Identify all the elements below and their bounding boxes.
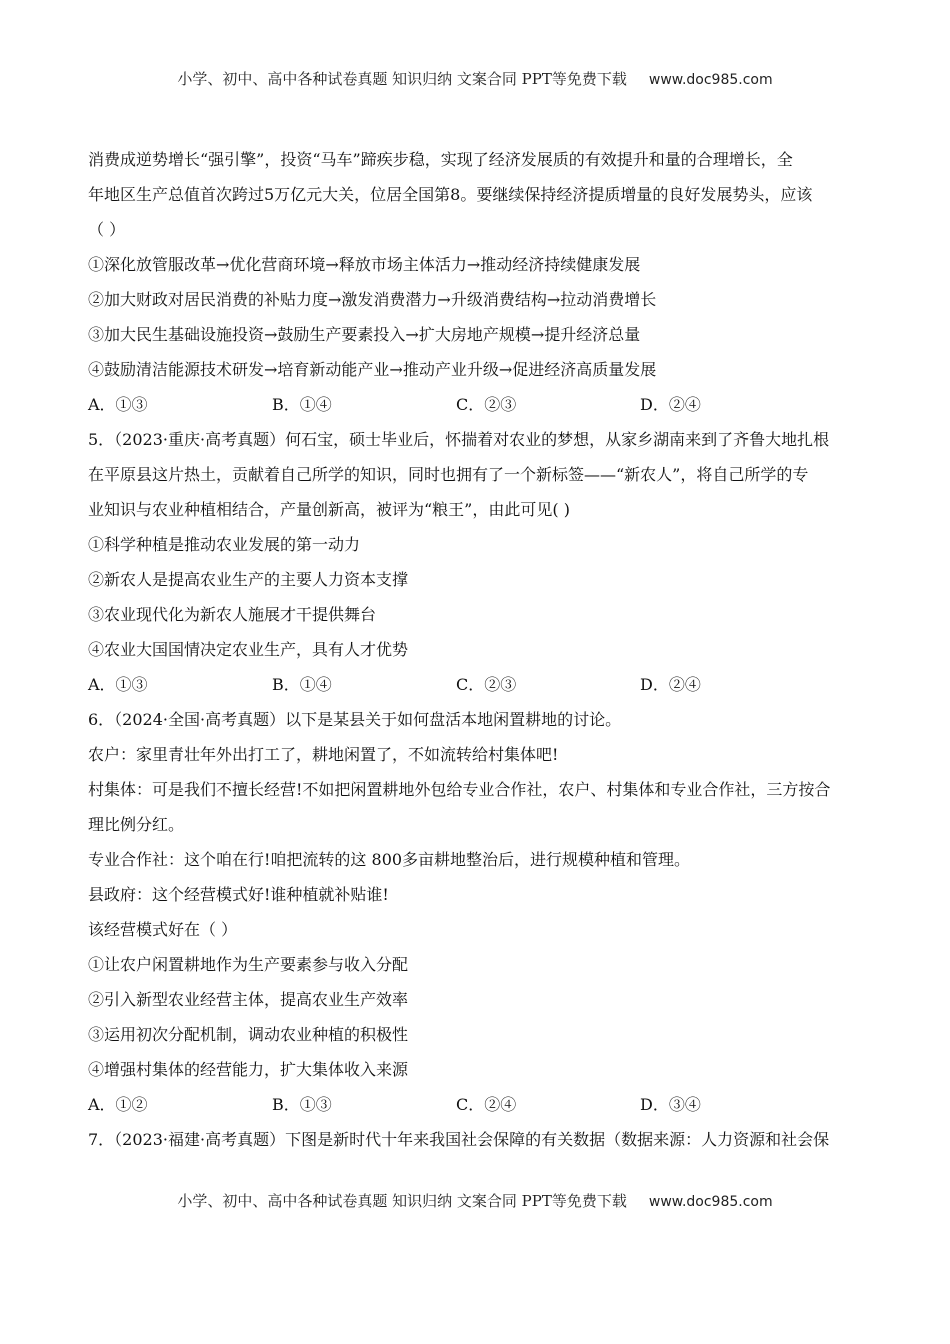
question-stem-line: 消费成逆势增长“强引擎”，投资“马车”蹄疾步稳，实现了经济发展质的有效提升和量的合理增长，全 (88, 150, 793, 169)
statement-item: ①深化放管服改革→优化营商环境→释放市场主体活力→推动经济持续健康发展 (88, 255, 641, 274)
dialogue-line: 村集体：可是我们不擅长经营!不如把闲置耕地外包给专业合作社，农户、村集体和专业合作社，三方按合 (88, 780, 831, 799)
question-stem-line: 业知识与农业种植相结合，产量创新高，被评为“粮王”，由此可见( ) (88, 500, 570, 519)
question-6 (88, 702, 863, 1122)
option-a: A．①② (88, 1095, 148, 1114)
header-text: 小学、初中、高中各种试卷真题 知识归纳 文案合同 PPT等免费下载 (177, 70, 627, 88)
question-stem-line: 在平原县这片热土，贡献着自己所学的知识，同时也拥有了一个新标签——“新农人”，将自己所学的专 (88, 465, 809, 484)
question-stem-line: 5．（2023·重庆·高考真题）何石宝，硕士毕业后，怀揣着对农业的梦想，从家乡湖南来到了齐鲁大地扎根 (88, 430, 830, 449)
statement-item: ①让农户闲置耕地作为生产要素参与收入分配 (88, 955, 409, 974)
option-b: B．①③ (272, 1095, 332, 1114)
page-footer (0, 1190, 950, 1211)
statement-item: ①科学种植是推动农业发展的第一动力 (88, 535, 361, 554)
statement-item: ③加大民生基础设施投资→鼓励生产要素投入→扩大房地产规模→提升经济总量 (88, 325, 641, 344)
statement-item: ④增强村集体的经营能力，扩大集体收入来源 (88, 1060, 409, 1079)
dialogue-line: 专业合作社：这个咱在行!咱把流转的这 800多亩耕地整治后，进行规模种植和管理。 (88, 850, 691, 869)
option-b: B．①④ (272, 675, 332, 694)
dialogue-line: 县政府：这个经营模式好!谁种植就补贴谁! (88, 885, 389, 904)
question-stem-line: 6．（2024·全国·高考真题）以下是某县关于如何盘活本地闲置耕地的讨论。 (88, 710, 622, 729)
option-d: D．③④ (640, 1095, 701, 1114)
question-prompt: 该经营模式好在（ ） (88, 920, 238, 939)
statement-item: ④鼓励清洁能源技术研发→培育新动能产业→推动产业升级→促进经济高质量发展 (88, 360, 657, 379)
dialogue-line: 理比例分红。 (88, 815, 185, 834)
statement-item: ④农业大国国情决定农业生产，具有人才优势 (88, 640, 409, 659)
question-5 (88, 422, 863, 702)
page-header (0, 68, 950, 89)
option-a: A．①③ (88, 675, 148, 694)
question-4 (88, 142, 863, 422)
answer-options (88, 387, 863, 422)
document-body (88, 142, 863, 1157)
question-stem-line: （ ） (88, 220, 126, 239)
header-site-link[interactable]: www.doc985.com (648, 72, 773, 88)
option-a: A．①③ (88, 395, 148, 414)
question-7 (88, 1122, 863, 1157)
option-c: C．②③ (456, 395, 517, 414)
option-d: D．②④ (640, 395, 701, 414)
statement-item: ③运用初次分配机制，调动农业种植的积极性 (88, 1025, 409, 1044)
question-stem-line: 7．（2023·福建·高考真题）下图是新时代十年来我国社会保障的有关数据（数据来源：人力资源和社会保 (88, 1130, 830, 1149)
dialogue-line: 农户：家里青壮年外出打工了，耕地闲置了，不如流转给村集体吧! (88, 745, 559, 764)
statement-item: ②新农人是提高农业生产的主要人力资本支撑 (88, 570, 409, 589)
option-c: C．②③ (456, 675, 517, 694)
footer-site-link[interactable]: www.doc985.com (648, 1194, 773, 1210)
option-d: D．②④ (640, 675, 701, 694)
footer-text: 小学、初中、高中各种试卷真题 知识归纳 文案合同 PPT等免费下载 (177, 1192, 627, 1210)
option-b: B．①④ (272, 395, 332, 414)
answer-options (88, 667, 863, 702)
answer-options (88, 1087, 863, 1122)
statement-item: ③农业现代化为新农人施展才干提供舞台 (88, 605, 377, 624)
question-stem-line: 年地区生产总值首次跨过5万亿元大关，位居全国第8。要继续保持经济提质增量的良好发展势头，应该 (88, 185, 813, 204)
statement-item: ②加大财政对居民消费的补贴力度→激发消费潜力→升级消费结构→拉动消费增长 (88, 290, 657, 309)
statement-item: ②引入新型农业经营主体，提高农业生产效率 (88, 990, 409, 1009)
option-c: C．②④ (456, 1095, 517, 1114)
